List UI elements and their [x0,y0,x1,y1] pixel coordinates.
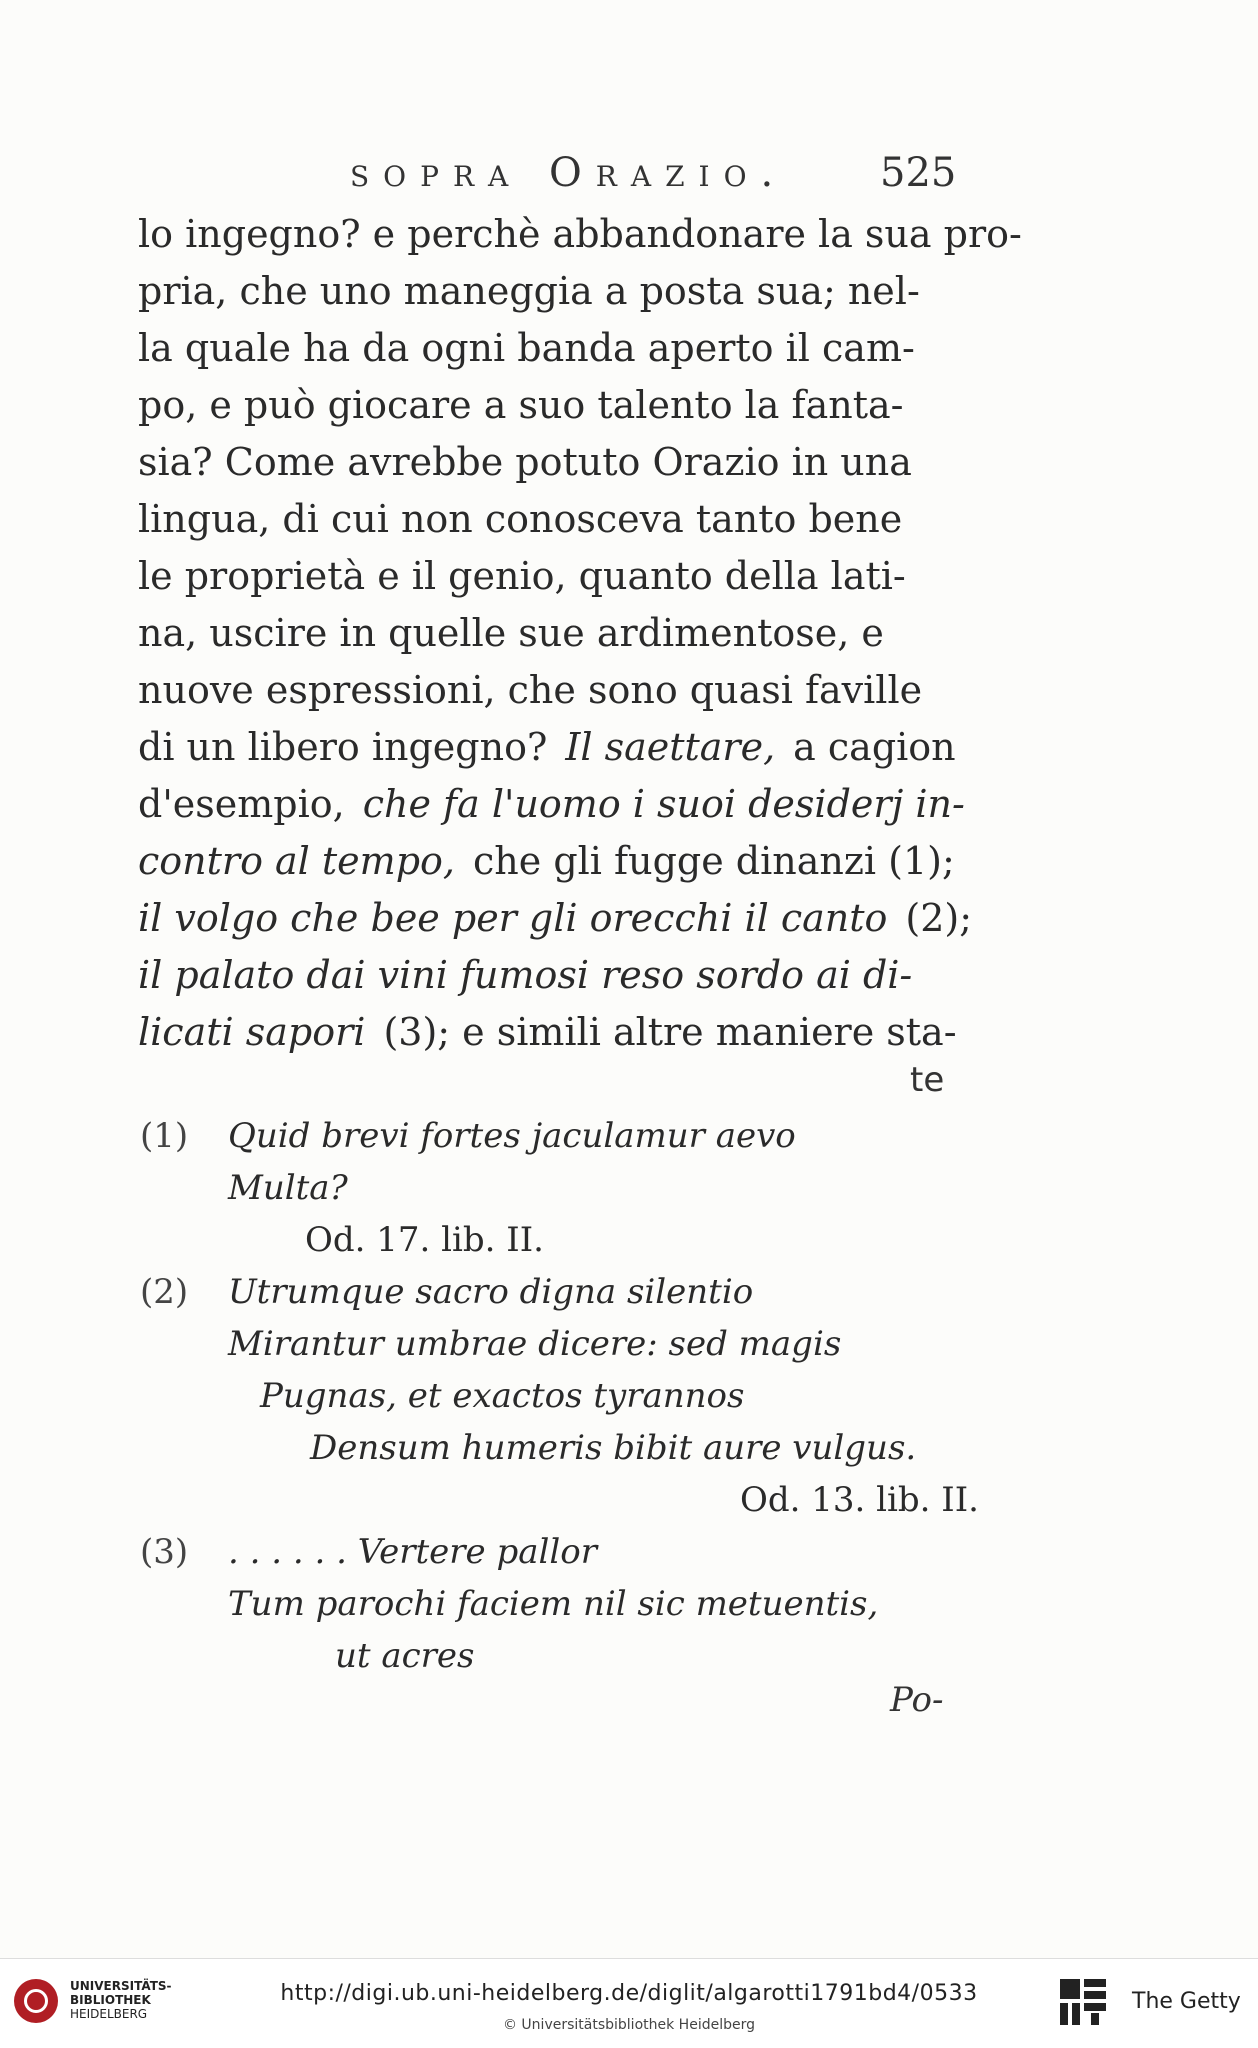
text-line [138,662,986,719]
footnote-text: Tum parochi faciem nil sic metuentis, [228,1584,879,1624]
permalink-url[interactable]: http://digi.ub.uni-heidelberg.de/diglit/algarotti1791bd4/0533 [280,1981,978,2006]
footnote-line [140,1578,1040,1630]
library-name-line: UNIVERSITÄTS- [70,1979,172,1993]
text-segment: che gli fugge dinanzi (1); [473,839,955,883]
text-line [138,377,986,434]
text-line [138,491,986,548]
text-segment-italic: Il saettare, [565,725,776,769]
text-line [138,206,1022,263]
footnote-text: Od. 17. lib. II. [305,1220,544,1260]
footnote-line [140,1266,1040,1318]
library-name-line: HEIDELBERG [70,2007,148,2021]
footnote-line [140,1630,1040,1682]
footnote-text: Quid brevi fortes jaculamur aevo [228,1116,796,1156]
text-segment: d'esempio, [138,782,345,826]
page-header [0,150,1258,200]
running-title: sopra Orazio. [350,150,788,196]
text-segment: po, e può giocare a suo talento la fanta- [138,383,904,427]
footnotes [140,1110,1040,1682]
footnote-line [140,1526,1040,1578]
footnote-ref: (3) [140,1532,189,1572]
footnote-text: Od. 13. lib. II. [740,1480,979,1520]
body-text [138,206,1022,1061]
text-segment-italic: licati sapori [138,1010,366,1054]
text-segment: (3); e simili altre maniere sta- [383,1010,957,1054]
getty-name: The Getty [1132,1989,1241,2014]
footnote-line [140,1162,1040,1214]
footnote-line [140,1370,1040,1422]
text-segment: na, uscire in quelle sue ardimentose, e [138,611,884,655]
library-name-line: BIBLIOTHEK [70,1993,151,2007]
catchword: te [910,1060,945,1100]
text-segment: le proprietà e il genio, quanto della lati- [138,554,906,598]
text-segment: pria, che uno maneggia a posta sua; nel- [138,269,920,313]
text-segment-italic: il palato dai vini fumosi reso sordo ai di- [138,953,913,997]
footnote-line [140,1318,1040,1370]
text-line [138,605,986,662]
text-segment-italic: il volgo che bee per gli orecchi il canto [138,896,888,940]
text-line [138,833,986,890]
footnote-text: Multa? [228,1168,348,1208]
text-line [138,1004,986,1061]
text-line [138,890,986,947]
footnote-text: Mirantur umbrae dicere: sed magis [228,1324,842,1364]
text-segment: nuove espressioni, che sono quasi faville [138,668,923,712]
text-segment: (2); [905,896,973,940]
footnote-line [140,1474,1040,1526]
footnote-text: . . . . . . Vertere pallor [228,1532,597,1572]
text-segment-italic: contro al tempo, [138,839,455,883]
viewer-footer [0,1958,1258,2048]
footnote-line [140,1422,1040,1474]
text-segment: la quale ha da ogni banda aperto il cam- [138,326,915,370]
text-line [138,320,986,377]
footnote-text: ut acres [335,1636,475,1676]
text-line [138,719,986,776]
text-segment: lo ingegno? e perchè abbandonare la sua pro- [138,212,1022,256]
text-line [138,947,986,1004]
final-catchword: Po- [890,1680,944,1720]
copyright-notice: © Universitätsbibliothek Heidelberg [502,2017,755,2033]
footnote-text: Utrumque sacro digna silentio [228,1272,754,1312]
text-segment: di un libero ingegno? [138,725,548,769]
page-number: 525 [880,150,957,196]
footnote-line [140,1214,1040,1266]
text-segment: a cagion [793,725,956,769]
footnote-text: Pugnas, et exactos tyrannos [260,1376,745,1416]
text-line [138,776,986,833]
text-line [138,434,986,491]
footnote-ref: (1) [140,1116,189,1156]
footnote-ref: (2) [140,1272,189,1312]
text-line [138,263,986,320]
text-segment-italic: che fa l'uomo i suoi desiderj in- [362,782,965,826]
text-line [138,548,986,605]
text-segment: lingua, di cui non conosceva tanto bene [138,497,903,541]
footnote-line [140,1110,1040,1162]
getty-logo-icon[interactable] [1058,1977,1108,2027]
text-segment: sia? Come avrebbe potuto Orazio in una [138,440,912,484]
footnote-text: Densum humeris bibit aure vulgus. [310,1428,917,1468]
